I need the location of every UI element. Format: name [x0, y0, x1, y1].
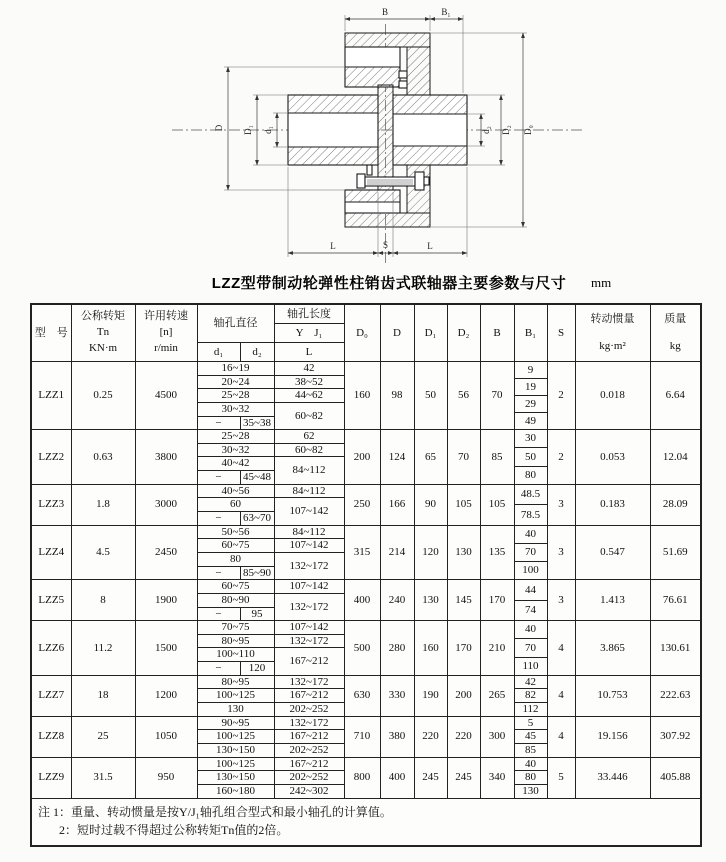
d-cell: 240	[380, 580, 414, 621]
b1-value: 44	[515, 580, 547, 600]
header-mass-unit: kg	[669, 340, 681, 353]
bore-d-cell: 130~150	[197, 743, 274, 757]
bore-d-cell: 16~19	[197, 362, 274, 376]
header-d1: d₁	[197, 343, 240, 362]
note-line-1: 注 1：重量、转动惯量是按Y/J₁轴孔组合型式和最小轴孔的计算值。	[38, 804, 392, 819]
bore-l-cell: 202~252	[274, 771, 344, 785]
inertia-cell: 0.018	[575, 362, 650, 430]
b-cell: 135	[480, 525, 514, 580]
bore-d-cell: 80	[197, 552, 274, 566]
model-cell: LZZ5	[31, 580, 71, 621]
header-inertia-title: 转动惯量	[590, 313, 635, 326]
inertia-cell: 0.053	[575, 430, 650, 485]
bore-l-cell: 38~52	[274, 375, 344, 389]
speed-cell: 3800	[135, 430, 197, 485]
d1-dim-cell: 130	[414, 580, 447, 621]
inertia-cell: 10.753	[575, 675, 650, 716]
d1-dim-cell: 90	[414, 484, 447, 525]
b1-value: 5	[515, 717, 547, 731]
bore-l-cell: 167~212	[274, 730, 344, 744]
bore-d2-cell: 45~48	[240, 471, 274, 485]
bore-d-cell: 30~32	[197, 402, 274, 416]
title-row	[0, 272, 726, 294]
mass-cell: 51.69	[650, 525, 701, 580]
b1-value: 112	[522, 703, 539, 716]
bore-d-cell: 100~125	[197, 757, 274, 771]
dim-label-D1: D₁	[243, 125, 253, 135]
bore-d-cell: 20~24	[197, 375, 274, 389]
torque-cell: 0.63	[71, 430, 135, 485]
mass-cell: 12.04	[650, 430, 701, 485]
s-cell: 4	[547, 716, 575, 757]
bore-d-cell: 40~56	[197, 484, 274, 498]
b1-value: 70	[515, 544, 547, 562]
s-cell: 4	[547, 675, 575, 716]
header-inertia-unit: kg·m²	[599, 340, 626, 353]
b1-value: 29	[515, 396, 547, 413]
header-speed	[135, 304, 197, 362]
header-D1: D₁	[414, 304, 447, 362]
b1-cell	[514, 757, 547, 798]
bore-l-cell: 107~142	[274, 539, 344, 553]
bore-d1-cell: −	[197, 662, 240, 676]
d-cell: 214	[380, 525, 414, 580]
model-cell: LZZ7	[31, 675, 71, 716]
bore-d2-cell: 85~90	[240, 566, 274, 580]
b1-value: 70	[515, 639, 547, 657]
header-torque	[71, 304, 135, 362]
b1-value: 48.5	[515, 485, 547, 505]
d-cell: 98	[380, 362, 414, 430]
header-l: L	[274, 343, 344, 362]
dim-label-L-right: L	[427, 241, 433, 251]
model-cell: LZZ9	[31, 757, 71, 798]
model-cell: LZZ8	[31, 716, 71, 757]
d1-dim-cell: 120	[414, 525, 447, 580]
bore-l-cell: 202~252	[274, 703, 344, 717]
b1-cell	[514, 716, 547, 757]
dim-label-d2: d₂	[481, 126, 491, 134]
mass-cell: 76.61	[650, 580, 701, 621]
d1-dim-cell: 190	[414, 675, 447, 716]
b1-stack	[515, 758, 547, 798]
b-cell: 70	[480, 362, 514, 430]
dim-label-D: D	[214, 124, 224, 132]
bore-d2-cell: 95	[240, 607, 274, 621]
bore-l-cell: 107~142	[274, 498, 344, 525]
header-D: D	[380, 304, 414, 362]
b1-stack	[515, 362, 547, 429]
mass-cell: 405.88	[650, 757, 701, 798]
bore-l-cell: 132~172	[274, 593, 344, 620]
bore-l-cell: 60~82	[274, 402, 344, 429]
d1-dim-cell: 220	[414, 716, 447, 757]
d0-cell: 200	[344, 430, 380, 485]
header-mass	[650, 304, 701, 362]
mass-cell: 130.61	[650, 621, 701, 676]
dim-label-B: B	[381, 7, 389, 17]
inertia-cell: 3.865	[575, 621, 650, 676]
mass-cell: 222.63	[650, 675, 701, 716]
s-cell: 3	[547, 484, 575, 525]
d-cell: 400	[380, 757, 414, 798]
dim-label-B1: B₁	[441, 7, 451, 17]
d0-cell: 400	[344, 580, 380, 621]
model-cell: LZZ2	[31, 430, 71, 485]
bore-d-cell: 80~95	[197, 634, 274, 648]
header-bore-diameter: 轴孔直径	[197, 304, 274, 343]
bore-d-cell: 25~28	[197, 389, 274, 403]
b-cell: 265	[480, 675, 514, 716]
b1-value: 40	[515, 621, 547, 639]
bore-l-cell: 62	[274, 430, 344, 444]
bore-l-cell: 107~142	[274, 580, 344, 594]
header-yj1: Y J₁	[274, 324, 344, 343]
header-d2: d₂	[240, 343, 274, 362]
d2-dim-cell: 145	[447, 580, 480, 621]
d0-cell: 800	[344, 757, 380, 798]
bore-d-cell: 60~75	[197, 539, 274, 553]
d1-dim-cell: 65	[414, 430, 447, 485]
b1-value: 42	[515, 676, 547, 690]
b1-value: 100	[522, 564, 539, 577]
bore-d-cell: 100~125	[197, 730, 274, 744]
speed-cell: 1500	[135, 621, 197, 676]
bore-d-cell: 100~125	[197, 689, 274, 703]
bore-l-cell: 202~252	[274, 743, 344, 757]
bore-d1-cell: −	[197, 607, 240, 621]
d-cell: 166	[380, 484, 414, 525]
s-cell: 5	[547, 757, 575, 798]
b1-value: 110	[522, 659, 539, 672]
dim-label-L-left: L	[330, 241, 336, 251]
b1-value: 9	[515, 362, 547, 379]
d2-dim-cell: 170	[447, 621, 480, 676]
spec-table	[30, 303, 702, 847]
b1-value: 40	[515, 526, 547, 544]
s-cell: 3	[547, 580, 575, 621]
bore-l-cell: 42	[274, 362, 344, 376]
header-D0: D₀	[344, 304, 380, 362]
b1-value: 130	[522, 784, 539, 797]
bore-l-cell: 167~212	[274, 689, 344, 703]
torque-cell: 0.25	[71, 362, 135, 430]
d1-dim-cell: 160	[414, 621, 447, 676]
bore-d-cell: 70~75	[197, 621, 274, 635]
speed-cell: 950	[135, 757, 197, 798]
bore-l-cell: 107~142	[274, 621, 344, 635]
speed-cell: 1050	[135, 716, 197, 757]
table-notes	[31, 798, 701, 846]
b1-stack	[515, 621, 547, 675]
b1-value: 78.5	[520, 508, 541, 521]
b1-value: 80	[515, 771, 547, 785]
d2-dim-cell: 200	[447, 675, 480, 716]
bore-d-cell: 100~110	[197, 648, 274, 662]
bore-d-cell: 40~42	[197, 457, 274, 471]
b1-value: 30	[515, 430, 547, 448]
b1-value: 45	[515, 730, 547, 744]
bore-l-cell: 60~82	[274, 443, 344, 457]
speed-cell: 3000	[135, 484, 197, 525]
b1-stack	[515, 485, 547, 525]
d2-dim-cell: 220	[447, 716, 480, 757]
header-bore-length: 轴孔长度	[274, 304, 344, 324]
spec-table-header	[31, 304, 701, 362]
d0-cell: 630	[344, 675, 380, 716]
bore-d-cell: 60	[197, 498, 274, 512]
b-cell: 85	[480, 430, 514, 485]
header-S: S	[547, 304, 575, 362]
b1-stack	[515, 717, 547, 757]
b1-value: 40	[515, 758, 547, 772]
d0-cell: 500	[344, 621, 380, 676]
mass-cell: 307.92	[650, 716, 701, 757]
b1-stack	[515, 526, 547, 580]
d0-cell: 315	[344, 525, 380, 580]
bore-l-cell: 132~172	[274, 552, 344, 579]
header-B1: B₁	[514, 304, 547, 362]
d-cell: 330	[380, 675, 414, 716]
b1-value: 49	[525, 414, 536, 427]
b1-value: 85	[525, 743, 536, 756]
bore-d1-cell: −	[197, 566, 240, 580]
inertia-cell: 19.156	[575, 716, 650, 757]
torque-cell: 4.5	[71, 525, 135, 580]
note-line-2: 2：短时过载不得超过公称转矩Tn值的2倍。	[59, 822, 289, 837]
model-cell: LZZ6	[31, 621, 71, 676]
b1-value: 19	[515, 379, 547, 396]
torque-cell: 18	[71, 675, 135, 716]
bore-l-cell: 132~172	[274, 634, 344, 648]
s-cell: 3	[547, 525, 575, 580]
d2-dim-cell: 105	[447, 484, 480, 525]
model-cell: LZZ3	[31, 484, 71, 525]
b1-cell	[514, 675, 547, 716]
right-hub-section	[393, 95, 467, 165]
inertia-cell: 33.446	[575, 757, 650, 798]
b1-value: 80	[525, 468, 536, 481]
bore-d2-cell: 35~38	[240, 416, 274, 430]
header-speed-line: [n]	[159, 326, 173, 339]
bore-l-cell: 84~112	[274, 484, 344, 498]
mass-cell: 28.09	[650, 484, 701, 525]
b1-value: 82	[515, 689, 547, 703]
bore-l-cell: 242~302	[274, 784, 344, 798]
b1-stack	[515, 676, 547, 716]
bore-d1-cell: −	[197, 471, 240, 485]
b-cell: 300	[480, 716, 514, 757]
dim-label-d1: d₁	[263, 126, 273, 134]
header-B: B	[480, 304, 514, 362]
d0-cell: 710	[344, 716, 380, 757]
d2-dim-cell: 130	[447, 525, 480, 580]
bore-d-cell: 60~75	[197, 580, 274, 594]
d-cell: 280	[380, 621, 414, 676]
b-cell: 105	[480, 484, 514, 525]
page-title: LZZ型带制动轮弹性柱销齿式联轴器主要参数与尺寸	[211, 275, 567, 292]
b1-stack	[515, 430, 547, 484]
b1-value: 50	[515, 448, 547, 466]
header-inertia	[575, 304, 650, 362]
bore-d-cell: 90~95	[197, 716, 274, 730]
speed-cell: 4500	[135, 362, 197, 430]
bore-d2-cell: 63~70	[240, 512, 274, 526]
header-D2: D₂	[447, 304, 480, 362]
torque-cell: 31.5	[71, 757, 135, 798]
s-cell: 2	[547, 362, 575, 430]
torque-cell: 1.8	[71, 484, 135, 525]
bore-l-cell: 167~212	[274, 757, 344, 771]
dim-label-D0: D₀	[523, 125, 533, 135]
inertia-cell: 0.547	[575, 525, 650, 580]
d2-dim-cell: 56	[447, 362, 480, 430]
torque-cell: 11.2	[71, 621, 135, 676]
bore-d-cell: 80~95	[197, 675, 274, 689]
bore-d-cell: 160~180	[197, 784, 274, 798]
header-speed-line: r/min	[154, 341, 178, 354]
b1-cell	[514, 621, 547, 676]
b-cell: 210	[480, 621, 514, 676]
b1-cell	[514, 362, 547, 430]
d-cell: 380	[380, 716, 414, 757]
b-cell: 170	[480, 580, 514, 621]
speed-cell: 2450	[135, 525, 197, 580]
dim-label-S: S	[382, 240, 389, 250]
b1-stack	[515, 580, 547, 620]
model-cell: LZZ4	[31, 525, 71, 580]
bore-d2-cell: 120	[240, 662, 274, 676]
bore-d1-cell: −	[197, 512, 240, 526]
s-cell: 2	[547, 430, 575, 485]
b1-value: 74	[525, 604, 536, 617]
flange-plate-section	[378, 85, 393, 190]
bore-l-cell: 84~112	[274, 457, 344, 484]
header-speed-line: 许用转速	[144, 310, 188, 323]
inertia-cell: 1.413	[575, 580, 650, 621]
inertia-cell: 0.183	[575, 484, 650, 525]
unit-label: mm	[591, 275, 612, 290]
technical-drawing	[0, 0, 726, 270]
d1-dim-cell: 245	[414, 757, 447, 798]
d-cell: 124	[380, 430, 414, 485]
bore-l-cell: 132~172	[274, 716, 344, 730]
bore-d1-cell: −	[197, 416, 240, 430]
d1-dim-cell: 50	[414, 362, 447, 430]
b1-cell	[514, 484, 547, 525]
s-cell: 4	[547, 621, 575, 676]
bore-l-cell: 167~212	[274, 648, 344, 675]
bore-d-cell: 25~28	[197, 430, 274, 444]
model-cell: LZZ1	[31, 362, 71, 430]
bore-d-cell: 130	[197, 703, 274, 717]
bore-l-cell: 132~172	[274, 675, 344, 689]
dim-label-D2: D₂	[501, 125, 511, 135]
b1-cell	[514, 430, 547, 485]
d2-dim-cell: 70	[447, 430, 480, 485]
left-hub-section	[288, 95, 378, 165]
d0-cell: 160	[344, 362, 380, 430]
bore-d-cell: 80~90	[197, 593, 274, 607]
torque-cell: 25	[71, 716, 135, 757]
header-model: 型 号	[31, 304, 71, 362]
bore-d-cell: 30~32	[197, 443, 274, 457]
b-cell: 340	[480, 757, 514, 798]
torque-cell: 8	[71, 580, 135, 621]
header-torque-line: Tn	[96, 326, 110, 339]
bore-l-cell: 84~112	[274, 525, 344, 539]
spec-table-body	[31, 362, 701, 799]
bore-d-cell: 50~56	[197, 525, 274, 539]
speed-cell: 1200	[135, 675, 197, 716]
header-torque-line: KN·m	[88, 341, 118, 354]
d0-cell: 250	[344, 484, 380, 525]
speed-cell: 1900	[135, 580, 197, 621]
mass-cell: 6.64	[650, 362, 701, 430]
b1-cell	[514, 580, 547, 621]
bore-l-cell: 44~62	[274, 389, 344, 403]
header-mass-title: 质量	[664, 313, 687, 326]
b1-cell	[514, 525, 547, 580]
header-torque-line: 公称转矩	[81, 310, 125, 323]
bore-d-cell: 130~150	[197, 771, 274, 785]
d2-dim-cell: 245	[447, 757, 480, 798]
